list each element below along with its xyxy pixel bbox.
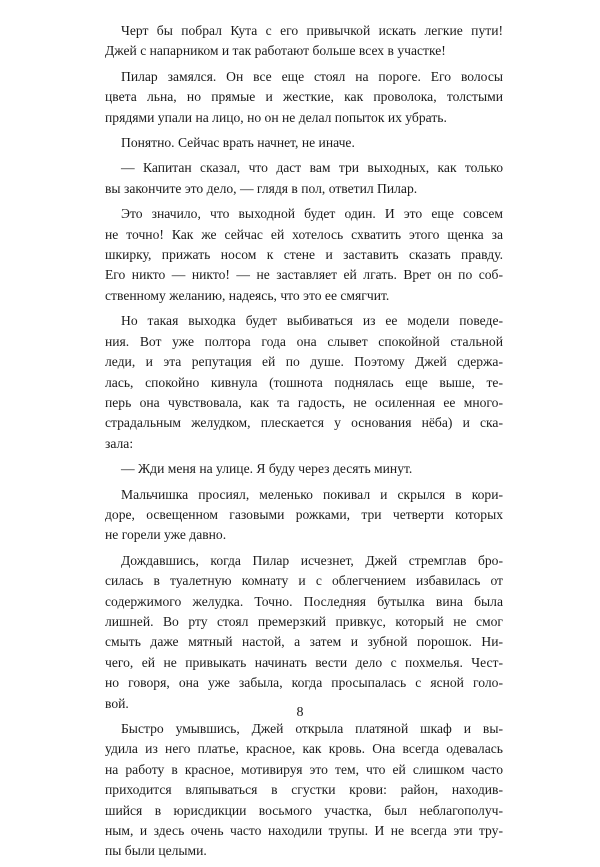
text-line: силась в туалетную комнату и с облегчением избавилась от: [105, 573, 503, 589]
text-line: ственному желанию, надеясь, что это ее смягчит.: [105, 287, 390, 303]
text-line: не горели уже давно.: [105, 527, 227, 543]
paragraph: [105, 158, 503, 199]
text-line: Джей с напарником и так работают больше всех в участке!: [105, 43, 446, 59]
paragraph: [105, 204, 503, 306]
text-line: пы были целыми.: [105, 843, 207, 859]
text-line: — Жди меня на улице. Я буду через десять минут.: [121, 461, 413, 477]
text-line: Понятно. Сейчас врать начнет, не иначе.: [121, 135, 355, 151]
text-line: прядями упали на лицо, но он не делал попыток их убрать.: [105, 109, 447, 125]
text-line: цвета льна, но прямые и жесткие, как проволока, толстыми: [105, 89, 503, 105]
text-line: не точно! Как же сейчас ей хотелось схватить этого щенка за: [105, 226, 503, 242]
text-line: Пилар замялся. Он все еще стоял на пороге. Его волосы: [121, 68, 503, 84]
text-line: приходится вляпываться в сгустки крови: район, находив-: [105, 782, 503, 798]
paragraph: [105, 21, 503, 62]
text-line: на работу в красное, мотивируя это тем, что ей слишком часто: [105, 761, 503, 777]
text-line: содержимого желудка. Точно. Последняя бутылка вина была: [105, 593, 503, 609]
paragraph: [105, 551, 503, 714]
text-line: ния. Вот уже полтора года она слывет спокойной стальной: [105, 333, 503, 349]
text-line: доре, освещенном газовыми рожками, три четверти которых: [105, 506, 503, 522]
text-line: чего, ей не привыкать начинать вести дело с похмелья. Чест-: [105, 654, 503, 670]
text-line: — Капитан сказал, что даст вам три выходных, как только: [121, 160, 503, 176]
text-line: Но такая выходка будет выбиваться из ее модели поведе-: [121, 313, 503, 329]
paragraph: [105, 719, 503, 862]
text-line: но говоря, она уже забыла, когда просыпалась с ясной голо-: [105, 675, 503, 691]
text-line: Мальчишка просиял, меленько покивал и скрылся в кори-: [121, 486, 503, 502]
text-line: шкирку, прижать носом к стене и заставить сказать правду.: [105, 247, 503, 263]
book-page-body: [105, 21, 503, 867]
text-line: Его никто — никто! — не заставляет ей лгать. Врет он по соб-: [105, 267, 503, 283]
text-column: [105, 21, 503, 862]
text-line: перь она чувствовала, как та гадость, не осиленная ее много-: [105, 394, 503, 410]
text-line: вой.: [105, 695, 129, 711]
paragraph: [105, 485, 503, 546]
text-line: Черт бы побрал Кута с его привычкой искать легкие пути!: [121, 23, 503, 38]
paragraph: [105, 459, 503, 479]
page-number: 8: [296, 705, 304, 720]
paragraph: [105, 133, 503, 153]
text-line: лась, спокойно кивнула (тошнота поднялась еще выше, те-: [105, 374, 503, 390]
text-line: Дождавшись, когда Пилар исчезнет, Джей стремглав бро-: [121, 552, 503, 568]
text-line: вы закончите это дело, — глядя в пол, ответил Пилар.: [105, 180, 418, 196]
text-line: лишней. Во рту стоял премерзкий привкус, который не смог: [105, 613, 503, 629]
text-line: Это значило, что выходной будет один. И это еще совсем: [121, 206, 503, 222]
text-line: страдальным желудком, плескается у основания нёба) и ска-: [105, 415, 503, 431]
paragraph: [105, 67, 503, 128]
text-line: зала:: [105, 435, 134, 451]
paragraph: [105, 311, 503, 454]
text-line: ным, и здесь очень часто находили трупы. И не всегда эти тру-: [105, 823, 503, 839]
text-line: смыть даже мятный настой, а затем и зубной порошок. Ни-: [105, 634, 503, 650]
text-line: шийся в юрисдикции восьмого участка, был неблагополуч-: [105, 802, 503, 818]
text-line: Быстро умывшись, Джей открыла платяной шкаф и вы-: [121, 721, 503, 736]
text-line: удила из него платье, красное, как кровь. Она всегда одевалась: [105, 741, 503, 757]
text-line: леди, и эта репутация ей по душе. Поэтому Джей сдержа-: [105, 354, 503, 370]
